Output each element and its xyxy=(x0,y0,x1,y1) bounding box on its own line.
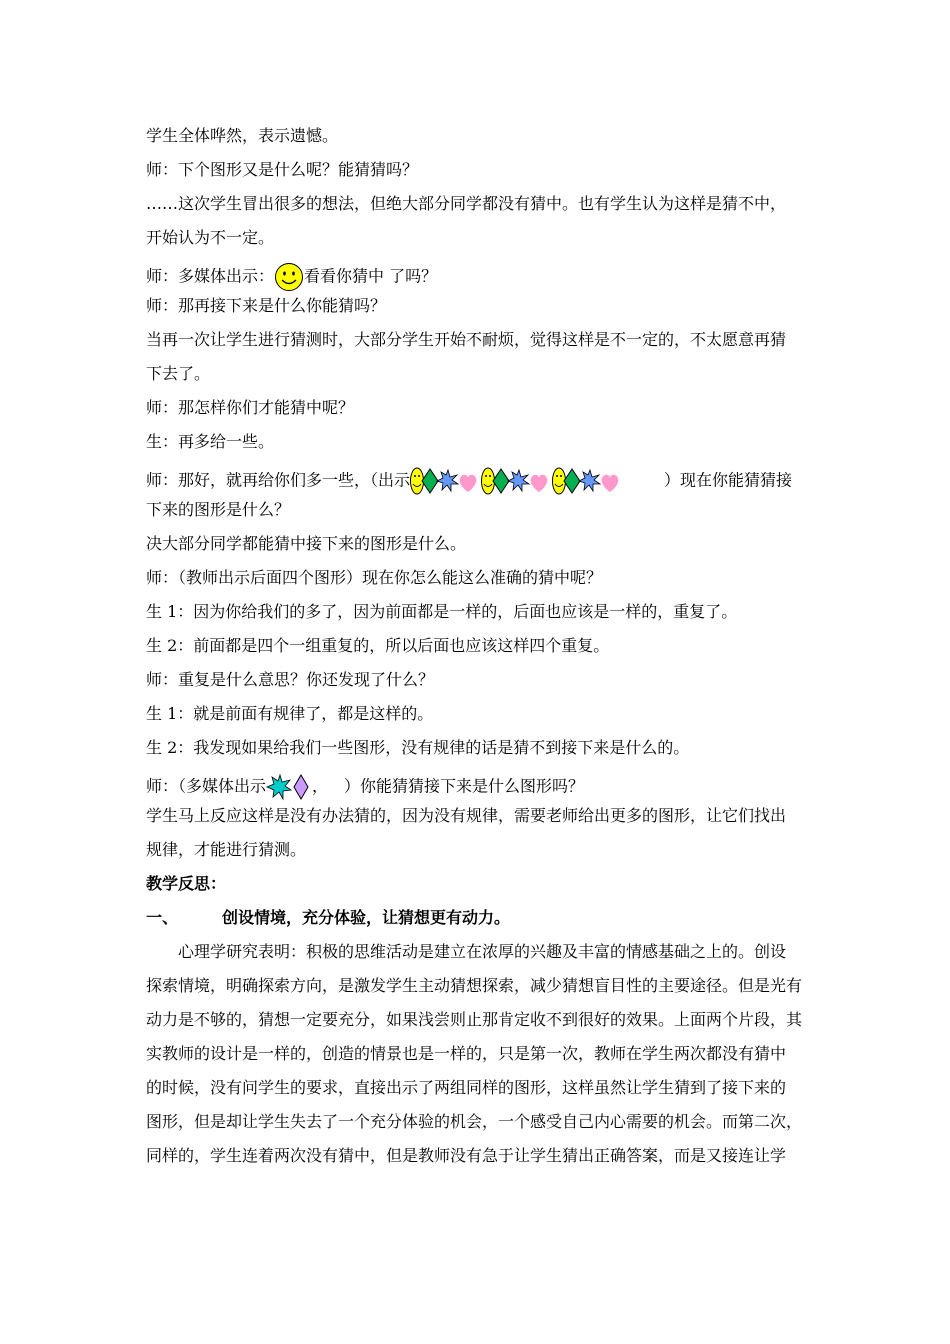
text-line-with-smiley xyxy=(146,262,810,292)
text-line: 学生马上反应这样是没有办法猜的，因为没有规律，需要老师给出更多的图形，让它们找出 xyxy=(146,806,787,825)
paragraph-line: 动力是不够的，猜想一定要充分，如果浅尝则止那肯定收不到很好的效果。上面两个片段，其 xyxy=(146,1010,803,1029)
text-line: 学生全体哗然，表示遗憾。 xyxy=(146,126,339,145)
text-line: 下去了。 xyxy=(146,364,211,383)
text-segment: ）你能猜猜接下来是什么图形吗？ xyxy=(344,776,585,796)
text-line: 生 2：前面都是四个一组重复的，所以后面也应该这样四个重复。 xyxy=(146,636,610,655)
text-line: 规律，才能进行猜测。 xyxy=(146,840,307,859)
section-number: 一、 xyxy=(146,908,179,927)
paragraph-line: 探索情境，明确探索方向，是激发学生主动猜想探索，减少猜想盲目性的主要途径。但是光有 xyxy=(146,976,803,995)
smiley-icon xyxy=(274,262,304,292)
heart-icon xyxy=(531,475,548,492)
text-line: 师：那怎样你们才能猜中呢？ xyxy=(146,398,355,417)
text-line: 生：再多给一些。 xyxy=(146,432,275,451)
text-line: 生 1：因为你给我们的多了，因为前面都是一样的，后面也应该是一样的，重复了。 xyxy=(146,602,738,621)
heart-icon xyxy=(460,475,477,492)
paragraph-line: 同样的，学生连着两次没有猜中，但是教师没有急于让学生猜出正确答案，而是又接连让学 xyxy=(146,1146,787,1165)
shape-sequence xyxy=(410,466,626,496)
text-line-with-shapes xyxy=(146,466,810,496)
text-line: 师：那再接下来是什么你能猜吗？ xyxy=(146,296,387,315)
text-line: 生 1：就是前面有规律了，都是这样的。 xyxy=(146,704,434,723)
text-segment: 师：多媒体出示： xyxy=(146,266,275,286)
section-title: 创设情境，充分体验，让猜想更有动力。 xyxy=(222,908,511,927)
paragraph-line: 心理学研究表明：积极的思维活动是建立在浓厚的兴趣及丰富的情感基础之上的。创设 xyxy=(178,942,787,961)
paragraph-line: 实教师的设计是一样的，创造的情景也是一样的，只是第一次，教师在学生两次都没有猜中 xyxy=(146,1044,787,1063)
diamond-icon xyxy=(422,469,438,493)
text-segment: 师：那好，就再给你们多一些，（出示 xyxy=(146,470,411,490)
diamond-icon xyxy=(294,775,308,799)
diamond-icon xyxy=(564,469,580,493)
star-icon xyxy=(579,470,600,491)
section-heading: 教学反思： xyxy=(146,874,227,893)
text-line: 师：（教师出示后面四个图形）现在你怎么能这么准确的猜中呢？ xyxy=(146,568,603,587)
text-line: 下来的图形是什么？ xyxy=(146,500,291,519)
star-icon xyxy=(437,470,458,491)
text-line: ……这次学生冒出很多的想法，但绝大部分同学都没有猜中。也有学生认为这样是猜不中， xyxy=(146,194,787,213)
star-icon xyxy=(508,470,529,491)
text-line: 当再一次让学生进行猜测时，大部分学生开始不耐烦，觉得这样是不一定的，不太愿意再猜 xyxy=(146,330,787,349)
shape-group xyxy=(482,468,548,494)
shape-group xyxy=(553,468,619,494)
subsection-heading xyxy=(146,908,810,928)
text-line: 师：重复是什么意思？你还发现了什么？ xyxy=(146,670,435,689)
text-line: 决大部分同学都能猜中接下来的图形是什么。 xyxy=(146,534,467,553)
diamond-icon xyxy=(493,469,509,493)
shape-pair xyxy=(266,772,312,802)
text-line: 开始认为不一定。 xyxy=(146,228,275,247)
text-line: 生 2：我发现如果给我们一些图形，没有规律的话是猜不到接下来是什么的。 xyxy=(146,738,690,757)
star-icon xyxy=(267,775,291,799)
text-segment: 看看你猜中 了吗？ xyxy=(304,266,438,286)
paragraph-line: 的时候，没有问学生的要求，直接出示了两组同样的图形，这样虽然让学生猜到了接下来的 xyxy=(146,1078,787,1097)
text-segment: ）现在你能猜猜接 xyxy=(664,470,793,490)
text-line: 师：下个图形又是什么呢？能猜猜吗？ xyxy=(146,160,419,179)
text-line-with-shapes xyxy=(146,772,810,802)
shape-group xyxy=(411,468,477,494)
text-segment: 师：（多媒体出示 xyxy=(146,776,267,796)
heart-icon xyxy=(602,475,619,492)
paragraph-line: 图形，但是却让学生失去了一个充分体验的机会，一个感受自己内心需要的机会。而第二次， xyxy=(146,1112,803,1131)
text-segment: ， xyxy=(312,776,329,796)
